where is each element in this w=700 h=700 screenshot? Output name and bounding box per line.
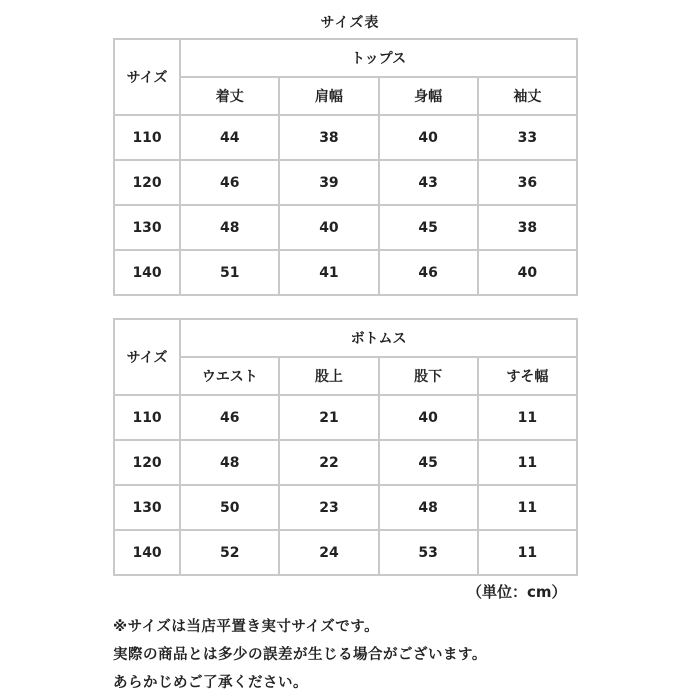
notes — [113, 613, 487, 697]
value-cell: 11 — [478, 395, 577, 440]
size-cell: 110 — [114, 115, 180, 160]
table-row — [114, 115, 577, 160]
size-cell: 140 — [114, 530, 180, 575]
size-column-header: サイズ — [114, 39, 180, 115]
table-row — [114, 160, 577, 205]
unit-note: （単位：cm） — [467, 583, 567, 601]
value-cell: 40 — [379, 395, 478, 440]
value-cell: 46 — [180, 395, 279, 440]
column-header: 股上 — [279, 357, 378, 395]
value-cell: 46 — [379, 250, 478, 295]
value-cell: 22 — [279, 440, 378, 485]
value-cell: 11 — [478, 530, 577, 575]
size-cell: 120 — [114, 440, 180, 485]
column-header: 身幅 — [379, 77, 478, 115]
value-cell: 38 — [478, 205, 577, 250]
table-row — [114, 395, 577, 440]
value-cell: 39 — [279, 160, 378, 205]
table-row — [114, 530, 577, 575]
column-header: 股下 — [379, 357, 478, 395]
size-column-header: サイズ — [114, 319, 180, 395]
value-cell: 53 — [379, 530, 478, 575]
size-cell: 130 — [114, 205, 180, 250]
size-cell: 130 — [114, 485, 180, 530]
value-cell: 48 — [180, 205, 279, 250]
column-header: 袖丈 — [478, 77, 577, 115]
note-line: 実際の商品とは多少の誤差が生じる場合がございます。 — [113, 647, 487, 663]
value-cell: 43 — [379, 160, 478, 205]
size-cell: 140 — [114, 250, 180, 295]
value-cell: 24 — [279, 530, 378, 575]
value-cell: 45 — [379, 440, 478, 485]
value-cell: 50 — [180, 485, 279, 530]
tops-group-header: トップス — [180, 39, 577, 77]
size-cell: 120 — [114, 160, 180, 205]
tops-size-table — [113, 38, 578, 296]
value-cell: 40 — [379, 115, 478, 160]
bottoms-group-header: ボトムス — [180, 319, 577, 357]
bottoms-size-table — [113, 318, 578, 576]
value-cell: 48 — [180, 440, 279, 485]
table-row — [114, 205, 577, 250]
value-cell: 40 — [478, 250, 577, 295]
column-header: 着丈 — [180, 77, 279, 115]
page-title: サイズ表 — [320, 15, 380, 31]
value-cell: 38 — [279, 115, 378, 160]
value-cell: 40 — [279, 205, 378, 250]
value-cell: 11 — [478, 440, 577, 485]
value-cell: 48 — [379, 485, 478, 530]
value-cell: 23 — [279, 485, 378, 530]
table-row — [114, 440, 577, 485]
value-cell: 52 — [180, 530, 279, 575]
column-header: すそ幅 — [478, 357, 577, 395]
column-header: ウエスト — [180, 357, 279, 395]
value-cell: 45 — [379, 205, 478, 250]
value-cell: 11 — [478, 485, 577, 530]
value-cell: 21 — [279, 395, 378, 440]
value-cell: 46 — [180, 160, 279, 205]
value-cell: 51 — [180, 250, 279, 295]
value-cell: 33 — [478, 115, 577, 160]
size-cell: 110 — [114, 395, 180, 440]
note-line: あらかじめご了承ください。 — [113, 675, 308, 691]
value-cell: 41 — [279, 250, 378, 295]
table-row — [114, 485, 577, 530]
table-row — [114, 250, 577, 295]
value-cell: 36 — [478, 160, 577, 205]
value-cell: 44 — [180, 115, 279, 160]
note-line: ※サイズは当店平置き実寸サイズです。 — [113, 619, 380, 635]
column-header: 肩幅 — [279, 77, 378, 115]
